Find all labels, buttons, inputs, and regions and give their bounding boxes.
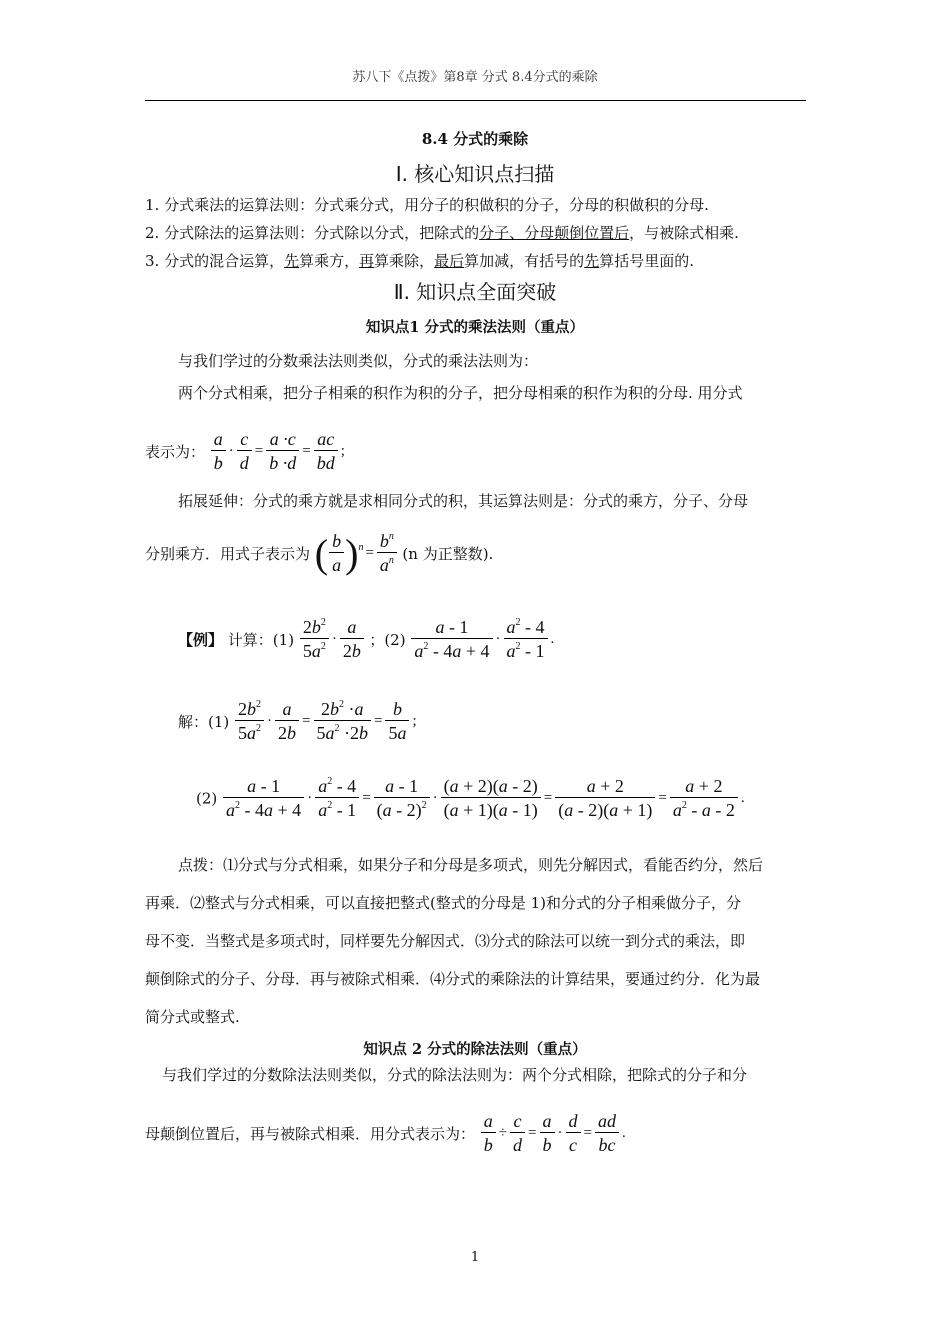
page-number: 1	[470, 1250, 480, 1265]
rule-3-text-b: 算乘方，	[299, 252, 360, 270]
example-text: 计算：(1)	[227, 631, 295, 650]
solution-1-line	[178, 698, 419, 745]
example-label: 【例】	[178, 631, 224, 650]
example-expr-1: $\frac{2b^2}{5a^2}$ · $\frac{a}{2b}$	[299, 628, 370, 648]
rule-2-text-a: 2. 分式除法的运算法则：分式除以分式，把除式的	[145, 224, 480, 242]
solution-label: 解：(1)	[178, 713, 230, 732]
tip-line-3: 母不变．当整式是多项式时，同样要先分解因式．⑶分式的除法可以统一到分式的乘法，即	[145, 932, 746, 950]
tip-line-1: 点拨：⑴分式与分式相乘，如果分子和分母是多项式，则先分解因式，看能否约分，然后	[178, 856, 764, 874]
rule-3-text-a: 3. 分式的混合运算，	[145, 252, 285, 270]
kp2-formula-line	[145, 1110, 628, 1157]
kp2-para-1: 与我们学过的分数除法法则类似，分式的除法法则为：两个分式相除，把除式的分子和分	[162, 1066, 748, 1084]
solution-1-expr: $\frac{2b^2}{5a^2}$ · $\frac{a}{2b}$ = $\frac{2b^2 \cdot a}{5a^2 \cdot 2b}$ = $\frac{b}{5a}$ ;	[234, 710, 419, 730]
kp1-power-line	[145, 530, 493, 577]
rule-2-text-b: ，与被除式相乘.	[629, 224, 739, 242]
rule-3	[145, 250, 694, 271]
rule-2-underlined: 分子、分母颠倒位置后	[479, 224, 630, 242]
header-rule	[145, 100, 806, 101]
power-formula: ( $\frac{b}{a}$ )$^n$ = $\frac{b^n}{a^n}$	[315, 542, 403, 562]
example-expr-2: $\frac{a - 1}{a^2 - 4a + 4}$ · $\frac{a^2 - 4}{a^2 - 1}$ .	[410, 628, 556, 648]
rule-3-text-e: 算括号里面的.	[599, 252, 694, 270]
rule-3-text-d: 算加减，有括号的	[464, 252, 585, 270]
example-sep: ；(2)	[369, 631, 406, 650]
knowledge-point-1-title: 知识点1 分式的乘法法则（重点）	[365, 319, 585, 336]
rule-2	[145, 222, 739, 243]
kp1-extension: 拓展延伸：分式的乘方就是求相同分式的积，其运算法则是：分式的乘方，分子、分母	[178, 492, 749, 510]
rule-3-u2: 再	[359, 252, 375, 270]
division-formula: $\frac{a}{b}$ ÷ $\frac{c}{d}$ = $\frac{a}{b}$ · $\frac{d}{c}$ = $\frac{ad}{bc}$ .	[480, 1122, 628, 1142]
kp1-formula-line	[145, 428, 347, 475]
solution-2-line	[196, 775, 747, 822]
rule-3-u1: 先	[284, 252, 300, 270]
tip-line-2: 再乘．⑵整式与分式相乘，可以直接把整式(整式的分母是 1)和分式的分子相乘做分子，分	[145, 894, 742, 912]
rule-3-u4: 先	[584, 252, 600, 270]
kp1-para-1: 与我们学过的分数乘法法则类似，分式的乘法法则为：	[178, 352, 539, 370]
solution-2-label: (2)	[196, 789, 218, 808]
rule-1: 1. 分式乘法的运算法则：分式乘分式，用分子的积做积的分子，分母的积做积的分母.	[145, 196, 709, 214]
kp1-formula-intro: 表示为：	[145, 443, 206, 462]
section-heading-2: Ⅱ. 知识点全面突破	[393, 280, 557, 304]
example-line	[178, 616, 556, 663]
kp1-power-note: (n 为正整数).	[402, 545, 494, 564]
page-header: 苏八下《点拨》第8章 分式 8.4分式的乘除	[352, 70, 598, 85]
kp1-para-2: 两个分式相乘，把分子相乘的积作为积的分子，把分母相乘的积作为积的分母. 用分式	[178, 384, 743, 402]
multiplication-formula: $\frac{a}{b}$ · $\frac{c}{d}$ = $\frac{a \cdot c}{b \cdot d}$ = $\frac{ac}{bd}$ ;	[210, 440, 347, 460]
kp1-power-intro: 分别乘方．用式子表示为	[145, 545, 311, 564]
rule-3-text-c: 算乘除，	[374, 252, 435, 270]
tip-line-5: 简分式或整式.	[145, 1008, 240, 1026]
section-heading-1: Ⅰ. 核心知识点扫描	[395, 162, 555, 186]
tip-line-4: 颠倒除式的分子、分母．再与被除式相乘．⑷分式的乘除法的计算结果，要通过约分．化为最	[145, 970, 761, 988]
rule-3-u3: 最后	[434, 252, 465, 270]
knowledge-point-2-title: 知识点 2 分式的除法法则（重点）	[363, 1041, 587, 1058]
solution-2-expr: $\frac{a - 1}{a^2 - 4a + 4}$ · $\frac{a^2 - 4}{a^2 - 1}$ = $\frac{a - 1}{(a - 2)^2}$ · $\frac{(a + 2)(a - 2)}{(a + 1)(a - 1)}$ = $\frac{a + 2}{(a - 2)(a + 1)}$ = $\frac{a + 2}{a^2 - a - 2}$ .	[222, 787, 747, 807]
page-title: 8.4 分式的乘除	[421, 130, 529, 148]
kp2-formula-intro: 母颠倒位置后，再与被除式相乘．用分式表示为：	[145, 1125, 476, 1144]
